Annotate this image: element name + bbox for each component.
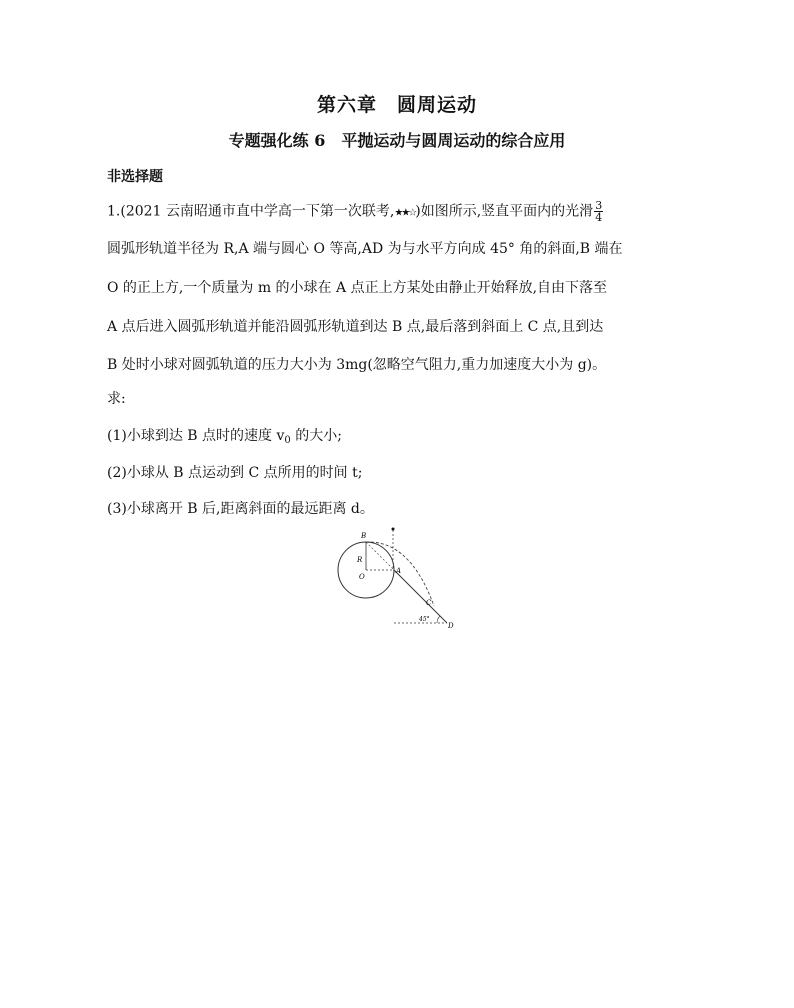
label-B: B: [361, 532, 367, 540]
label-O: O: [359, 573, 365, 581]
sub-question-3: (3)小球离开 B 后,距离斜面的最远距离 d。: [107, 501, 374, 517]
label-D: D: [448, 622, 454, 630]
sub-question-1-text-end: 的大小;: [290, 428, 342, 444]
question-line-1: [107, 200, 603, 223]
difficulty-stars: ★★☆: [394, 207, 416, 219]
section-title: 专题强化练 6 平抛运动与圆周运动的综合应用: [228, 131, 566, 150]
fraction-numerator: 3: [595, 199, 603, 212]
question-line-6: 求:: [107, 391, 126, 407]
angle-arc: [437, 616, 440, 623]
ball-dot: [392, 528, 395, 531]
question-line-4: A 点后进入圆弧形轨道并能沿圆弧形轨道到达 B 点,最后落到斜面上 C 点,且到达: [107, 319, 604, 335]
question-intro-cont: )如图所示,竖直平面内的光滑: [415, 203, 594, 220]
question-intro: 1.(2021 云南昭通市直中学高一下第一次联考,: [107, 203, 395, 220]
label-R: R: [357, 556, 363, 564]
label-A: A: [396, 567, 402, 575]
sub-question-1-text: (1)小球到达 B 点时的速度 v: [107, 428, 285, 444]
angle-label: 45°: [419, 616, 430, 623]
question-category: 非选择题: [107, 169, 163, 185]
question-line-5: B 处时小球对圆弧轨道的压力大小为 3mg(忽略空气阻力,重力加速度大小为 g)。: [107, 357, 607, 373]
question-line-2: 圆弧形轨道半径为 R,A 端与圆心 O 等高,AD 为与水平方向成 45° 角的斜面,B 端在: [107, 241, 623, 257]
subscript-zero: 0: [284, 435, 291, 446]
physics-diagram: [330, 526, 460, 634]
question-line-3: O 的正上方,一个质量为 m 的小球在 A 点正上方某处由静止开始释放,自由下落至: [107, 280, 608, 296]
chapter-title: 第六章 圆周运动: [316, 94, 477, 116]
sub-question-1: [107, 425, 342, 446]
fraction-denominator: 4: [595, 211, 603, 224]
label-C: C: [426, 599, 432, 607]
fraction-three-quarters: [594, 200, 603, 223]
sub-question-2: (2)小球从 B 点运动到 C 点所用的时间 t;: [107, 465, 363, 481]
